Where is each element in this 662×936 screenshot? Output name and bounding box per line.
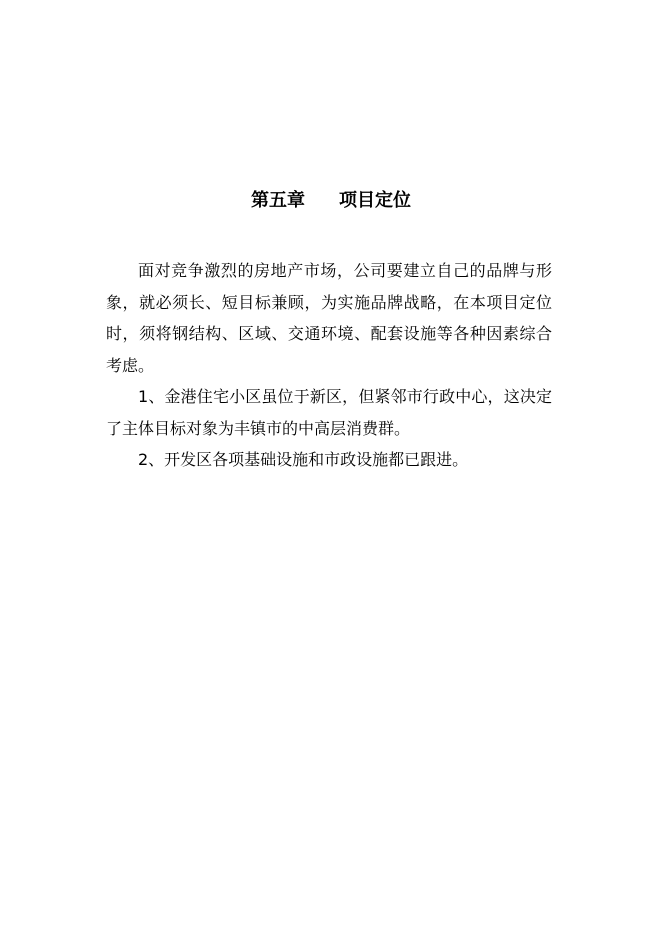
paragraph-point-2: 2、开发区各项基础设施和市政设施都已跟进。 (138, 450, 469, 469)
chapter-number: 第五章 (251, 190, 305, 211)
paragraph-point-1: 1、金港住宅小区虽位于新区，但紧邻市行政中心，这决定了主体目标对象为丰镇市的中高层消费群。 (106, 387, 552, 438)
chapter-heading (0, 188, 662, 214)
chapter-body (106, 255, 552, 476)
paragraph-intro: 面对竞争激烈的房地产市场，公司要建立自己的品牌与形象，就必须长、短目标兼顾，为实施品牌战略，在本项目定位时，须将钢结构、区域、交通环境、配套设施等各种因素综合考虑。 (106, 261, 552, 375)
chapter-title: 项目定位 (339, 190, 411, 211)
